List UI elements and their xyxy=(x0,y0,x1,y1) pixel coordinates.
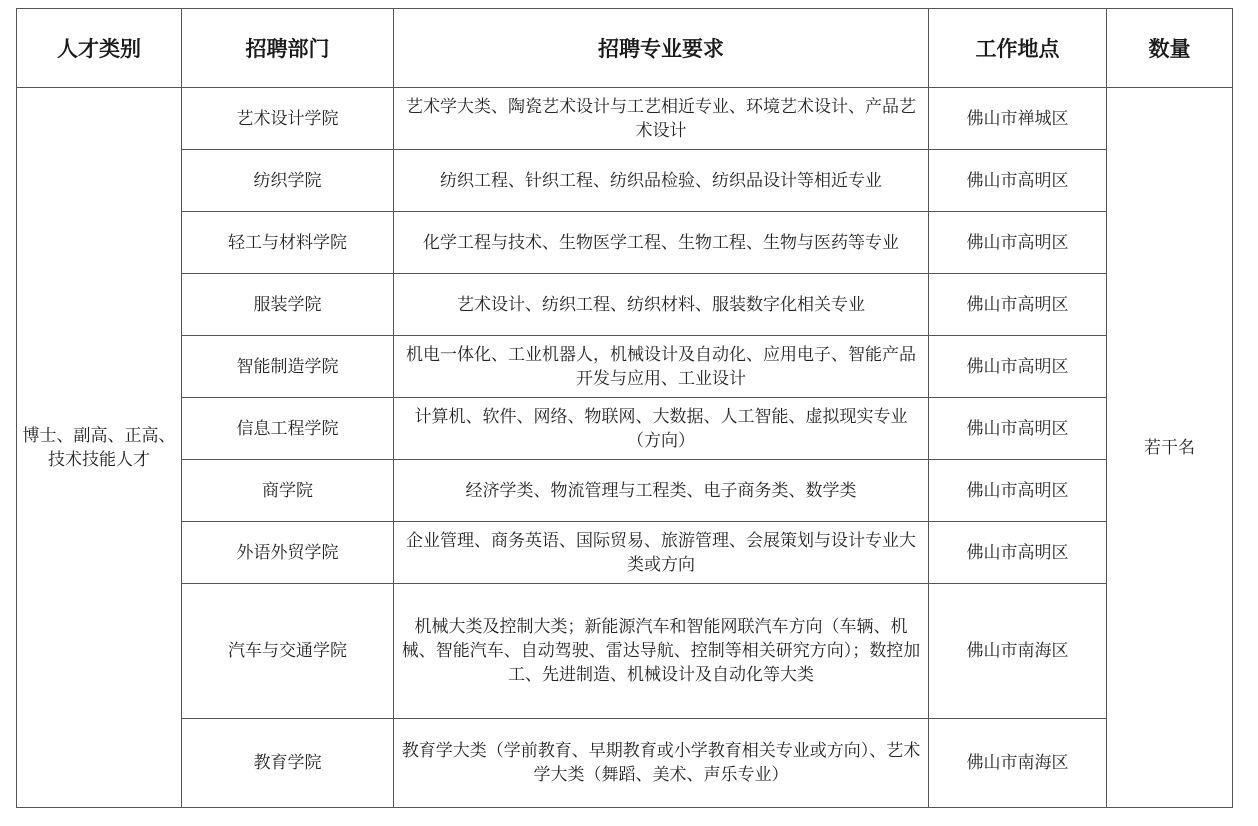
quantity-cell: 若干名 xyxy=(1107,88,1233,808)
requirement-cell: 机械大类及控制大类；新能源汽车和智能网联汽车方向（车辆、机械、智能汽车、自动驾驶、雷达导航、控制等相关研究方向）；数控加工、先进制造、机械设计及自动化等大类 xyxy=(394,584,929,719)
requirement-cell: 教育学大类（学前教育、早期教育或小学教育相关专业或方向）、艺术学大类（舞蹈、美术、声乐专业） xyxy=(394,719,929,808)
department-cell: 汽车与交通学院 xyxy=(182,584,394,719)
requirement-cell: 经济学类、物流管理与工程类、电子商务类、数学类 xyxy=(394,460,929,522)
department-cell: 外语外贸学院 xyxy=(182,522,394,584)
table-row xyxy=(17,336,1233,398)
recruitment-table xyxy=(16,8,1233,808)
department-cell: 纺织学院 xyxy=(182,150,394,212)
requirement-cell: 计算机、软件、网络、物联网、大数据、人工智能、虚拟现实专业（方向） xyxy=(394,398,929,460)
talent-category-cell: 博士、副高、正高、技术技能人才 xyxy=(17,88,182,808)
location-cell: 佛山市高明区 xyxy=(929,274,1107,336)
header-category: 人才类别 xyxy=(17,9,182,88)
header-row xyxy=(17,9,1233,88)
requirement-cell: 机电一体化、工业机器人，机械设计及自动化、应用电子、智能产品开发与应用、工业设计 xyxy=(394,336,929,398)
table-row xyxy=(17,719,1233,808)
header-requirement: 招聘专业要求 xyxy=(394,9,929,88)
table-row xyxy=(17,584,1233,719)
department-cell: 信息工程学院 xyxy=(182,398,394,460)
requirement-cell: 企业管理、商务英语、国际贸易、旅游管理、会展策划与设计专业大类或方向 xyxy=(394,522,929,584)
location-cell: 佛山市高明区 xyxy=(929,398,1107,460)
table-row xyxy=(17,88,1233,150)
department-cell: 艺术设计学院 xyxy=(182,88,394,150)
department-cell: 智能制造学院 xyxy=(182,336,394,398)
department-cell: 轻工与材料学院 xyxy=(182,212,394,274)
header-department: 招聘部门 xyxy=(182,9,394,88)
table-row xyxy=(17,212,1233,274)
table-row xyxy=(17,398,1233,460)
location-cell: 佛山市高明区 xyxy=(929,212,1107,274)
table-row xyxy=(17,460,1233,522)
location-cell: 佛山市高明区 xyxy=(929,336,1107,398)
table-row xyxy=(17,274,1233,336)
table-row xyxy=(17,522,1233,584)
location-cell: 佛山市南海区 xyxy=(929,584,1107,719)
department-cell: 商学院 xyxy=(182,460,394,522)
location-cell: 佛山市禅城区 xyxy=(929,88,1107,150)
requirement-cell: 纺织工程、针织工程、纺织品检验、纺织品设计等相近专业 xyxy=(394,150,929,212)
header-quantity: 数量 xyxy=(1107,9,1233,88)
location-cell: 佛山市南海区 xyxy=(929,719,1107,808)
requirement-cell: 艺术设计、纺织工程、纺织材料、服装数字化相关专业 xyxy=(394,274,929,336)
department-cell: 教育学院 xyxy=(182,719,394,808)
requirement-cell: 艺术学大类、陶瓷艺术设计与工艺相近专业、环境艺术设计、产品艺术设计 xyxy=(394,88,929,150)
header-location: 工作地点 xyxy=(929,9,1107,88)
location-cell: 佛山市高明区 xyxy=(929,522,1107,584)
table-row xyxy=(17,150,1233,212)
location-cell: 佛山市高明区 xyxy=(929,150,1107,212)
location-cell: 佛山市高明区 xyxy=(929,460,1107,522)
requirement-cell: 化学工程与技术、生物医学工程、生物工程、生物与医药等专业 xyxy=(394,212,929,274)
department-cell: 服装学院 xyxy=(182,274,394,336)
